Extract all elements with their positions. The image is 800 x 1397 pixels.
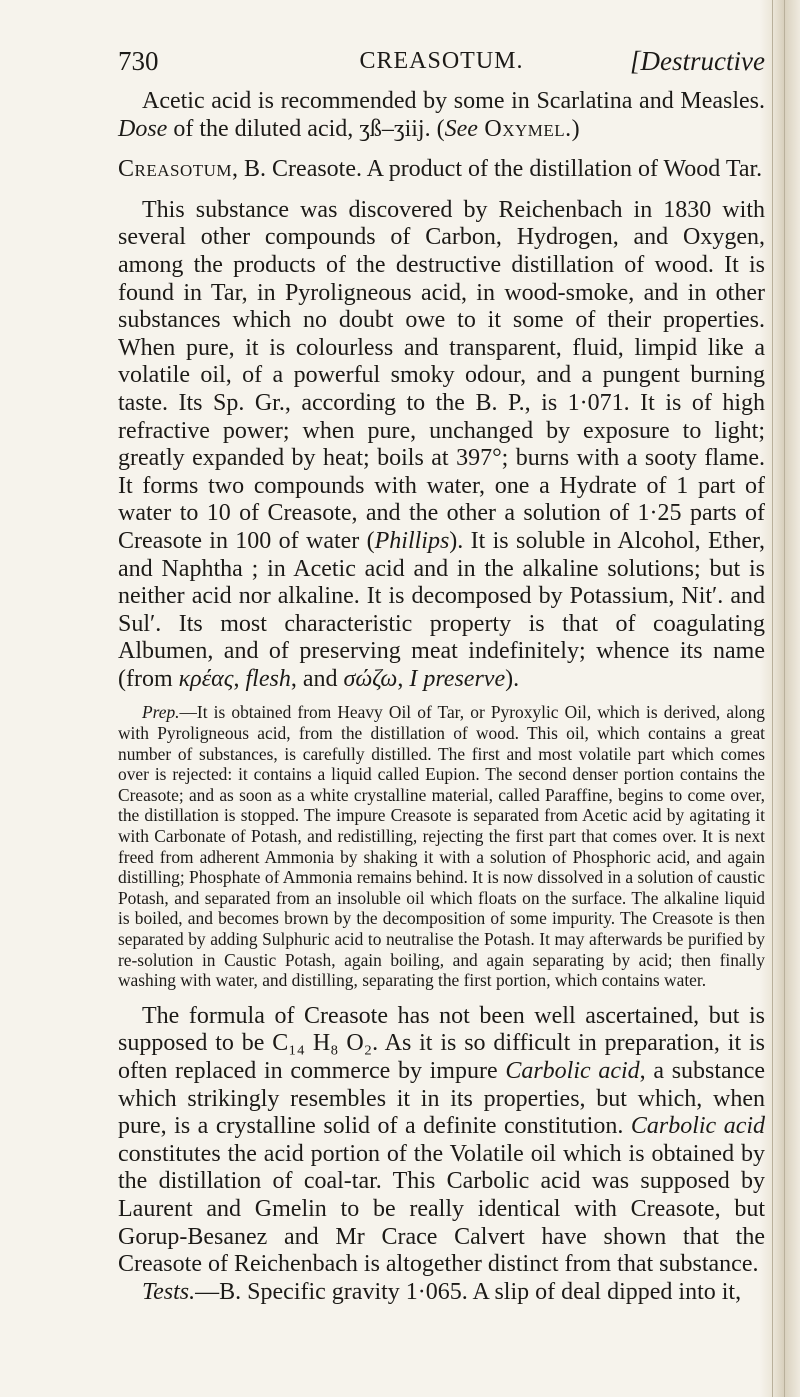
creasotum-entry (118, 156, 765, 184)
prep-text: —It is obtained from Heavy Oil of Tar, or Pyroxylic Oil, which is derived, along with Pyroligneous acid, from the distillation of wood. This oil, which contains a great number of substances, is carefully distilled. The first and most volatile part which comes over is rejected: it contains a liquid called Eupion. The second denser portion contains the Creasote; and as soon as a white crystalline material, called Paraffine, begins to come over, the distillation is stopped. The impure Creasote is separated from Acetic acid by agitating it with Carbonate of Potash, and redistilling, rejecting the first part that comes over. It is next freed from adherent Ammonia by shaking it with a solution of Phosphoric acid, and again distilling; Phosphate of Ammonia remains behind. It is now dissolved in a solution of caustic Potash, and separated from an insoluble oil which floats on the surface. The alkaline liquid is boiled, and becomes brown by the decomposition of some impurity. The Creasote is then separated by adding Sulphuric acid to neutralise the Potash. It may afterwards be purified by re-solution in Caustic Potash, again boiling, and again separating by acid; then finally washing with water, and distilling, separating the first portion, which contains water. (118, 702, 765, 991)
tests-paragraph (118, 1279, 765, 1307)
running-head (118, 46, 765, 78)
spacer (118, 184, 765, 197)
phillips-ref: Phillips (374, 527, 450, 554)
greek-kreas: κρέας (178, 665, 234, 692)
tests-label: Tests. (142, 1278, 196, 1305)
dose-text: of the diluted acid, ʒß–ʒiij. ( (167, 115, 445, 142)
page-edge-shadow (760, 0, 800, 1397)
see-label: See (444, 115, 478, 142)
formula-paragraph (118, 1003, 765, 1279)
intro-line: Acetic acid is recommended by some in Scarlatina and Measles. (142, 88, 765, 114)
formula-text: constitutes the acid portion of the Volatile oil which is obtained by the distillation of coal-tar. This Carbolic acid was supposed by Laurent and Gmelin to be really identical with Creasote, but Gorup-Besanez and Mr Crace Calvert have shown that the Creasote of Reichenbach is altogether distinct from that substance. (118, 1140, 765, 1278)
spacer (118, 143, 765, 156)
flesh-gloss: flesh (245, 665, 291, 692)
intro-paragraph (118, 88, 765, 143)
oxymel-ref: Oxymel. (477, 115, 572, 142)
description-text: This substance was discovered by Reichenbach in 1830 with several other compounds of Carbon, Hydrogen, and Oxygen, among the products of the destructive distillation of wood. It is found in Tar, in Pyroligneous acid, in wood-smoke, and in other substances which no doubt owe to it some of their properties. When pure, it is colourless and transparent, fluid, limpid like a volatile oil, of a powerful smoky odour, and a pungent burning taste. Its Sp. Gr., according to the B. P., is 1·071. It is of high refractive power; when pure, unchanged by exposure to light; greatly expanded by heat; boils at 397°; burns with a sooty flame. It forms two compounds with water, one a Hydrate of 1 part of water to 10 of Creasote, and the other a solution of 1·25 parts of Creasote in 100 of water ( (118, 196, 765, 554)
greek-sozo: σώζω (343, 665, 398, 692)
dose-label: Dose (118, 115, 168, 142)
end-text: ). (505, 665, 520, 692)
description-text: ). It is soluble in Alcohol, Ether, and Naphtha ; in Acetic acid and in the alkaline solutions; but is neither acid nor alkaline. It is decomposed by Potassium, Nit′. and Sul′. Its most characteristic property is that of coagulating Albumen, and of preserving meat indefinitely; whence its name (from (118, 527, 765, 692)
spacer (118, 693, 765, 702)
close-paren: ) (571, 115, 580, 142)
carbolic-acid-term: Carbolic acid (505, 1057, 640, 1084)
prep-label: Prep. (142, 702, 180, 723)
preserve-gloss: I preserve (409, 665, 506, 692)
page-edge-line (772, 0, 773, 1397)
carbolic-acid-term: Carbolic acid (630, 1113, 766, 1140)
page-number: 730 (118, 46, 159, 76)
body-text (118, 88, 765, 1306)
formula-text: , a substance which strikingly resembles it in its properties, but which, when pure, is a crystalline solid of a definite constitution. (118, 1057, 766, 1140)
entry-name: Creasotum (118, 156, 233, 183)
tests-text: —B. Specific gravity 1·065. A slip of deal dipped into it, (195, 1278, 742, 1305)
section-title: [Destructive (630, 46, 765, 76)
description-paragraph: This substance was discovered by Reichenbach in 1830 with several other compounds of Carbon, Hydrogen, and Oxygen, among the products of the destructive distillation of wood. It is found in Tar, in Pyroligneous acid, in wood-smoke, and in other substances which no doubt owe to it some of their properties. When pure, it is colourless and transparent, fluid, limpid like a volatile oil, of a powerful smoky odour, and a pungent burning taste. Its Sp. Gr., according to the B. P., is 1·071. It is of high refractive power; when pure, unchanged by exposure to light; greatly expanded by heat; boils at 397°; burns with a sooty flame. It forms two compounds with water, one a Hydrate of 1 part of water to 10 of Creasote, and the other a solution of 1·25 parts of Creasote in 100 of water (Phillips). It is soluble in Alcohol, Ether, and Naphtha ; in Acetic acid and in the alkaline solutions; but is neither acid nor alkaline. It is decomposed by Potassium, Nit′. and Sul′. Its most characteristic property is that of coagulating Albumen, and of preserving meat indefinitely; whence its name (from κρέας, flesh, and σώζω, I preserve). (118, 196, 765, 692)
entry-text: , B. Creasote. A product of the distillation of Wood Tar. (232, 156, 763, 183)
formula-text: The formula of Creasote has not been well ascertained, but is supposed to be C₁₄ H₈ O₂. As it is so difficult in preparation, it is often replaced in commerce by impure (118, 1002, 765, 1084)
page-edge-line (784, 0, 785, 1397)
preparation-paragraph (118, 702, 765, 990)
running-title: CREASOTUM. (359, 48, 524, 74)
and-text: , and (290, 665, 344, 692)
spacer (118, 991, 765, 1003)
